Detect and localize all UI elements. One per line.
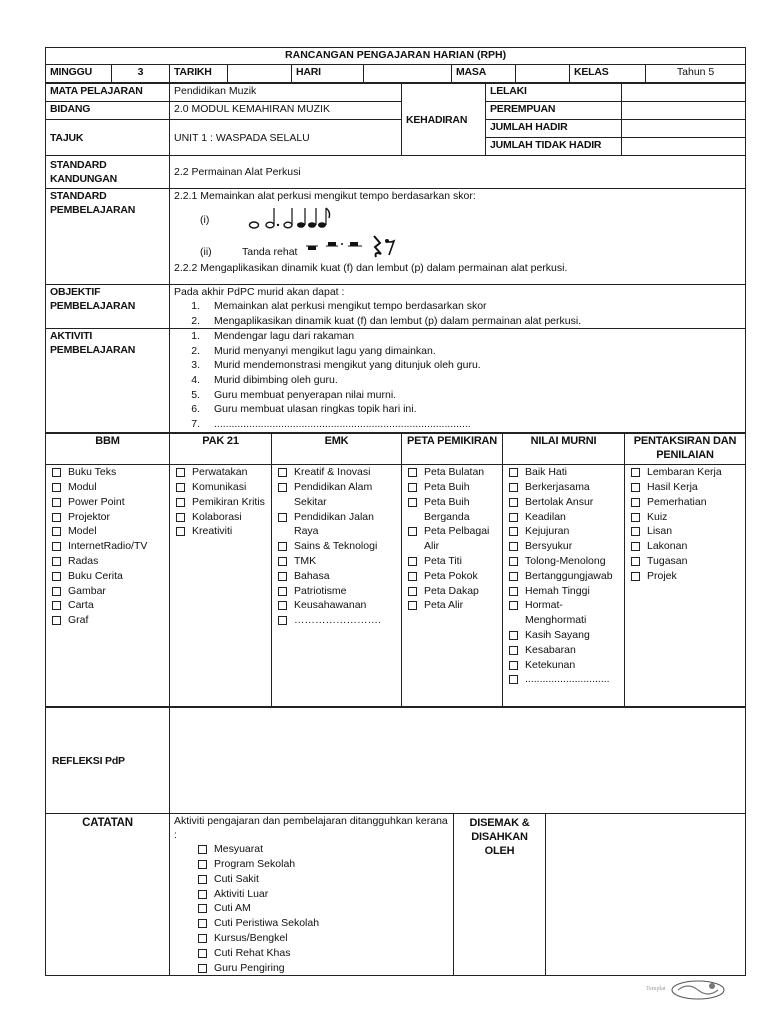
kehadiran-label: KEHADIRAN (402, 84, 486, 156)
checkbox-icon[interactable] (408, 468, 417, 477)
checkbox-icon[interactable] (176, 468, 185, 477)
bbm-label: Graf (68, 614, 89, 627)
checkbox-icon[interactable] (52, 513, 61, 522)
pentaksiran-item[interactable] (629, 539, 741, 554)
checkbox-icon[interactable] (408, 498, 417, 507)
bbm-list (50, 465, 165, 628)
bbm-label: Modul (68, 480, 97, 493)
form-title: RANCANGAN PENGAJARAN HARIAN (RPH) (46, 48, 746, 65)
checkbox-icon[interactable] (278, 468, 287, 477)
peta-label: Peta Bulatan (424, 466, 485, 479)
checkbox-icon[interactable] (198, 890, 207, 899)
peta-label: Peta Titi (424, 554, 462, 567)
checkbox-icon[interactable] (408, 587, 417, 596)
checkbox-icon[interactable] (509, 557, 518, 566)
checkbox-icon[interactable] (198, 949, 207, 958)
checklist-table (45, 433, 746, 707)
perempuan-value[interactable] (622, 102, 746, 120)
nilai-label: Hemah Tinggi (525, 584, 590, 597)
catatan-label: Cuti Peristiwa Sekolah (214, 917, 320, 930)
minggu-label: MINGGU (46, 65, 112, 83)
pentaksiran-label: Pemerhatian (647, 495, 707, 508)
bbm-header: BBM (46, 434, 170, 465)
catatan-item[interactable] (196, 946, 449, 961)
bbm-label: Buku Teks (68, 466, 117, 479)
emk-header: EMK (272, 434, 402, 465)
nilai-item[interactable] (507, 658, 620, 673)
nilai-label: Hormat-Menghormati (525, 599, 587, 627)
objektif-item: 1. Memainkan alat perkusi mengikut tempo berdasarkan skor (191, 300, 487, 312)
hari-label: HARI (292, 65, 364, 83)
kelas-label: KELAS (570, 65, 646, 83)
pentaksiran-label: Hasil Kerja (647, 480, 698, 493)
bbm-item[interactable] (50, 569, 165, 584)
stamp-icon (668, 978, 728, 1002)
checkbox-icon[interactable] (52, 587, 61, 596)
checkbox-icon[interactable] (52, 483, 61, 492)
details-table (45, 83, 746, 433)
nilai-label: Tolong-Menolong (525, 554, 606, 567)
masa-label: MASA (452, 65, 516, 83)
peta-item[interactable] (406, 495, 498, 525)
sp-line-2: 2.2.2 Mengaplikasikan dinamik kuat (f) dan lembut (p) dalam permainan alat perkusi. (174, 262, 568, 274)
bbm-item[interactable] (50, 480, 165, 495)
standard-kandungan-label (46, 156, 170, 189)
nilai-item[interactable] (507, 495, 620, 510)
checkbox-icon[interactable] (52, 527, 61, 536)
bbm-item[interactable] (50, 539, 165, 554)
pentaksiran-label: Projek (647, 569, 677, 582)
nilai-item[interactable] (507, 465, 620, 480)
checkbox-icon[interactable] (509, 675, 518, 684)
aktiviti-item: 3. Murid mendemonstrasi mengikut yang ditunjuk oleh guru. (191, 359, 481, 372)
nilai-item[interactable] (507, 628, 620, 643)
pentaksiran-list (629, 465, 741, 583)
aktiviti-item: 1. Mendengar lagu dari rakaman (191, 330, 355, 343)
checkbox-icon[interactable] (52, 468, 61, 477)
peta-label: Peta Buih (424, 480, 470, 493)
kelas-value[interactable]: Tahun 5 (646, 65, 746, 83)
minggu-value[interactable]: 3 (112, 65, 170, 83)
nilai-item[interactable] (507, 569, 620, 584)
emk-label: Bahasa (294, 569, 330, 582)
checkbox-icon[interactable] (509, 498, 518, 507)
checkbox-icon[interactable] (52, 557, 61, 566)
pak21-item[interactable] (174, 480, 267, 495)
pentaksiran-label: Lembaran Kerja (647, 466, 722, 479)
catatan-item[interactable] (196, 916, 449, 931)
nilai-item[interactable] (507, 554, 620, 569)
catatan-label: Program Sekolah (214, 857, 296, 870)
peta-label: Peta Pokok (424, 569, 478, 582)
nilai-label: Baik Hati (525, 466, 568, 479)
objektif-label-2: PEMBELAJARAN (50, 300, 136, 312)
catatan-item[interactable] (196, 887, 449, 902)
bbm-item[interactable] (50, 598, 165, 613)
bbm-item[interactable] (50, 554, 165, 569)
emk-label: Patriotisme (294, 584, 347, 597)
nilai-murni-header: NILAI MURNI (503, 434, 625, 465)
peta-item[interactable] (406, 480, 498, 495)
nilai-label: Kesabaran (525, 643, 576, 656)
checkbox-icon[interactable] (198, 875, 207, 884)
pentaksiran-item[interactable] (629, 554, 741, 569)
nilai-item[interactable] (507, 524, 620, 539)
nilai-label: Bertolak Ansur (525, 495, 594, 508)
checkbox-icon[interactable] (176, 483, 185, 492)
bbm-item[interactable] (50, 465, 165, 480)
nilai-label: Bersyukur (525, 540, 573, 553)
checkbox-icon[interactable] (509, 542, 518, 551)
jumlah-tidak-hadir-value[interactable] (622, 138, 746, 156)
sp-item-ii: (ii) (200, 246, 212, 258)
aktiviti-item: 7. ........................................................................................ (191, 417, 471, 430)
pak21-header: PAK 21 (170, 434, 272, 465)
tarikh-value[interactable] (228, 65, 292, 83)
bbm-item[interactable] (50, 613, 165, 628)
checkbox-icon[interactable] (631, 498, 640, 507)
lelaki-value[interactable] (622, 84, 746, 102)
nilai-list (507, 465, 620, 687)
emk-item[interactable] (276, 554, 397, 569)
standard-pembelajaran-label-1: STANDARD (50, 190, 107, 202)
pentaksiran-label: Lakonan (647, 540, 688, 553)
catatan-intro: Aktiviti pengajaran dan pembelajaran ditangguhkan kerana : (174, 815, 448, 842)
rest-symbols-icon (304, 233, 408, 259)
pak21-item[interactable] (174, 465, 267, 480)
emk-label: TMK (294, 554, 317, 567)
checkbox-icon[interactable] (198, 904, 207, 913)
checkbox-icon[interactable] (631, 572, 640, 581)
aktiviti-item: 2. Murid menyanyi mengikut lagu yang dimainkan. (191, 344, 436, 357)
peta-list (406, 465, 498, 613)
objektif-value[interactable] (170, 285, 746, 329)
emk-label: Sains & Teknologi (294, 540, 378, 553)
bbm-label: Carta (68, 599, 94, 612)
nilai-label: ............................. (525, 673, 610, 686)
masa-value[interactable] (516, 65, 570, 83)
peta-list-cell (402, 465, 503, 707)
pentaksiran-item[interactable] (629, 510, 741, 525)
catatan-item[interactable] (196, 857, 449, 872)
checkbox-icon[interactable] (408, 601, 417, 610)
footer-table (45, 707, 746, 976)
peta-label: Peta Dakap (424, 584, 479, 597)
checkbox-icon[interactable] (176, 527, 185, 536)
checkbox-icon[interactable] (408, 527, 417, 536)
emk-item[interactable] (276, 480, 397, 510)
pentaksiran-item[interactable] (629, 524, 741, 539)
catatan-label: CATATAN (46, 814, 170, 976)
music-notes-icon (248, 203, 332, 233)
pak21-label: Perwatakan (192, 466, 248, 479)
checkbox-icon[interactable] (631, 468, 640, 477)
pak21-label: Kreativiti (192, 525, 233, 538)
catatan-label: Aktiviti Luar (214, 887, 269, 900)
objektif-intro: Pada akhir PdPC murid akan dapat : (174, 286, 345, 298)
standard-pembelajaran-label (46, 189, 170, 285)
checkbox-icon[interactable] (198, 860, 207, 869)
bbm-label: Power Point (68, 495, 125, 508)
pak21-label: Kolaborasi (192, 510, 242, 523)
emk-item[interactable] (276, 613, 397, 628)
nilai-label: Ketekunan (525, 658, 576, 671)
jumlah-hadir-value[interactable] (622, 120, 746, 138)
checkbox-icon[interactable] (509, 483, 518, 492)
objektif-item: 2. Mengaplikasikan dinamik kuat (f) dan lembut (p) dalam permainan alat perkusi. (191, 314, 582, 327)
checkbox-icon[interactable] (631, 542, 640, 551)
peta-pemikiran-header: PETA PEMIKIRAN (402, 434, 503, 465)
checkbox-icon[interactable] (198, 845, 207, 854)
refleksi-label: REFLEKSI PdP (46, 708, 170, 814)
emk-label: Keusahawanan (294, 599, 367, 612)
tarikh-label: TARIKH (170, 65, 228, 83)
bbm-label: Radas (68, 554, 99, 567)
sp-item-i: (i) (200, 214, 210, 226)
checkbox-icon[interactable] (176, 513, 185, 522)
nilai-label: Keadilan (525, 510, 566, 523)
standard-kandungan-label-1: STANDARD (50, 159, 107, 171)
emk-item[interactable] (276, 598, 397, 613)
catatan-item[interactable] (196, 931, 449, 946)
peta-item[interactable] (406, 465, 498, 480)
checkbox-icon[interactable] (509, 468, 518, 477)
pentaksiran-item[interactable] (629, 465, 741, 480)
emk-item[interactable] (276, 584, 397, 599)
pentaksiran-label: Lisan (647, 525, 673, 538)
nilai-label: Bertanggungjawab (525, 569, 613, 582)
checkbox-icon[interactable] (509, 513, 518, 522)
pentaksiran-header: PENTAKSIRAN DAN PENILAIAN (625, 434, 746, 465)
nilai-item[interactable] (507, 643, 620, 658)
nilai-item[interactable] (507, 539, 620, 554)
pentaksiran-item[interactable] (629, 480, 741, 495)
catatan-label: Cuti AM (214, 902, 251, 915)
bbm-label: Model (68, 525, 97, 538)
aktiviti-item: 6. Guru membuat ulasan ringkas topik hari ini. (191, 403, 417, 416)
pentaksiran-item[interactable] (629, 495, 741, 510)
nilai-label: Kasih Sayang (525, 628, 590, 641)
emk-label: Kreatif & Inovasi (294, 466, 371, 479)
jumlah-tidak-hadir-label: JUMLAH TIDAK HADIR (486, 138, 622, 156)
emk-item[interactable] (276, 569, 397, 584)
peta-item[interactable] (406, 569, 498, 584)
checkbox-icon[interactable] (198, 934, 207, 943)
checkbox-icon[interactable] (278, 587, 287, 596)
rph-table (45, 47, 746, 83)
checkbox-icon[interactable] (278, 557, 287, 566)
bbm-label: Projektor (68, 510, 111, 523)
checkbox-icon[interactable] (278, 542, 287, 551)
checkbox-icon[interactable] (509, 572, 518, 581)
perempuan-label: PEREMPUAN (486, 102, 622, 120)
peta-item[interactable] (406, 554, 498, 569)
nilai-item[interactable] (507, 672, 620, 687)
catatan-item[interactable] (196, 872, 449, 887)
sp-line-1: 2.2.1 Memainkan alat perkusi mengikut tempo berdasarkan skor: (174, 190, 476, 202)
peta-item[interactable] (406, 524, 498, 554)
pentaksiran-label: Tugasan (647, 554, 688, 567)
checkbox-icon[interactable] (278, 601, 287, 610)
nilai-item[interactable] (507, 480, 620, 495)
peta-label: Peta Pelbagai Alir (424, 525, 490, 553)
aktiviti-item: 5. Guru membuat penyerapan nilai murni. (191, 388, 397, 401)
catatan-label: Cuti Sakit (214, 872, 259, 885)
pentaksiran-label: Kuiz (647, 510, 668, 523)
checkbox-icon[interactable] (509, 527, 518, 536)
bbm-label: InternetRadio/TV (68, 540, 148, 553)
tajuk-value[interactable]: UNIT 1 : WASPADA SELALU (170, 120, 402, 156)
bbm-label: Buku Cerita (68, 569, 123, 582)
aktiviti-value[interactable] (170, 329, 746, 433)
checkbox-icon[interactable] (176, 498, 185, 507)
checkbox-icon[interactable] (509, 601, 518, 610)
catatan-label: Guru Pengiring (214, 961, 285, 974)
catatan-label: Mesyuarat (214, 843, 264, 856)
peta-item[interactable] (406, 584, 498, 599)
bbm-item[interactable] (50, 584, 165, 599)
checkbox-icon[interactable] (52, 601, 61, 610)
tajuk-label: TAJUK (46, 120, 170, 156)
emk-item[interactable] (276, 510, 397, 540)
catatan-item[interactable] (196, 901, 449, 916)
standard-pembelajaran-label-2: PEMBELAJARAN (50, 204, 136, 216)
disemak-label: DISEMAK & DISAHKAN OLEH (454, 814, 546, 976)
objektif-label (46, 285, 170, 329)
checkbox-icon[interactable] (278, 616, 287, 625)
rph-form (45, 47, 745, 976)
objektif-label-1: OBJEKTIF (50, 286, 101, 298)
bbm-item[interactable] (50, 510, 165, 525)
nilai-list-cell (503, 465, 625, 707)
checkbox-icon[interactable] (408, 572, 417, 581)
standard-pembelajaran-value[interactable] (170, 189, 746, 285)
pak21-item[interactable] (174, 495, 267, 510)
bidang-value[interactable]: 2.0 MODUL KEMAHIRAN MUZIK (170, 102, 402, 120)
pak21-label: Komunikasi (192, 480, 247, 493)
emk-item[interactable] (276, 539, 397, 554)
checkbox-icon[interactable] (509, 587, 518, 596)
checkbox-icon[interactable] (198, 919, 207, 928)
aktiviti-label-2: PEMBELAJARAN (50, 344, 136, 357)
sp-tanda-rehat: Tanda rehat (242, 246, 298, 258)
catatan-item[interactable] (196, 961, 449, 976)
checkbox-icon[interactable] (278, 572, 287, 581)
checkbox-icon[interactable] (52, 542, 61, 551)
checkbox-icon[interactable] (408, 483, 417, 492)
pak21-item[interactable] (174, 524, 267, 539)
checkbox-icon[interactable] (631, 483, 640, 492)
emk-list-cell (272, 465, 402, 707)
emk-label: Pendidikan Alam Sekitar (294, 480, 373, 508)
nilai-item[interactable] (507, 510, 620, 525)
pak21-item[interactable] (174, 510, 267, 525)
pak21-list-cell (170, 465, 272, 707)
aktiviti-label-1: AKTIVITI (50, 330, 93, 343)
pak21-label: Pemikiran Kritis (192, 495, 265, 508)
bidang-label: BIDANG (46, 102, 170, 120)
stamp-text: Templat (646, 986, 666, 992)
standard-kandungan-value[interactable]: 2.2 Permainan Alat Perkusi (170, 156, 746, 189)
catatan-label: Kursus/Bengkel (214, 931, 288, 944)
hari-value[interactable] (364, 65, 452, 83)
jumlah-hadir-label: JUMLAH HADIR (486, 120, 622, 138)
checkbox-icon[interactable] (631, 557, 640, 566)
nilai-label: Kejujuran (525, 525, 570, 538)
mata-pelajaran-label: MATA PELAJARAN (46, 84, 170, 102)
aktiviti-item: 4. Murid dibimbing oleh guru. (191, 373, 338, 386)
mata-pelajaran-value[interactable]: Pendidikan Muzik (170, 84, 402, 102)
checkbox-icon[interactable] (631, 527, 640, 536)
emk-list (276, 465, 397, 628)
checkbox-icon[interactable] (509, 646, 518, 655)
refleksi-value[interactable] (170, 708, 746, 814)
catatan-item[interactable] (196, 842, 449, 857)
standard-kandungan-label-2: KANDUNGAN (50, 173, 118, 185)
checkbox-icon[interactable] (408, 557, 417, 566)
checkbox-icon[interactable] (278, 483, 287, 492)
nilai-label: Berkerjasama (525, 480, 590, 493)
catatan-label: Cuti Rehat Khas (214, 946, 291, 959)
bbm-list-cell (46, 465, 170, 707)
pentaksiran-item[interactable] (629, 569, 741, 584)
emk-label: Pendidikan Jalan Raya (294, 510, 374, 538)
checkbox-icon[interactable] (52, 498, 61, 507)
template-stamp-logo (646, 978, 728, 1002)
checkbox-icon[interactable] (631, 513, 640, 522)
checkbox-icon[interactable] (278, 513, 287, 522)
checkbox-icon[interactable] (509, 661, 518, 670)
bbm-item[interactable] (50, 524, 165, 539)
bbm-label: Gambar (68, 584, 106, 597)
catatan-value (170, 814, 454, 976)
pentaksiran-list-cell (625, 465, 746, 707)
emk-item[interactable] (276, 465, 397, 480)
checkbox-icon[interactable] (52, 572, 61, 581)
nilai-item[interactable] (507, 584, 620, 599)
pak21-list (174, 465, 267, 539)
nilai-item[interactable] (507, 598, 620, 628)
disemak-value[interactable] (546, 814, 746, 976)
lelaki-label: LELAKI (486, 84, 622, 102)
catatan-list (196, 842, 449, 975)
bbm-item[interactable] (50, 495, 165, 510)
checkbox-icon[interactable] (198, 964, 207, 973)
peta-label: Peta Alir (424, 599, 464, 612)
peta-label: Peta Buih Berganda (424, 495, 470, 523)
checkbox-icon[interactable] (52, 616, 61, 625)
checkbox-icon[interactable] (509, 631, 518, 640)
peta-item[interactable] (406, 598, 498, 613)
emk-label: ……………………. (294, 614, 381, 627)
aktiviti-label (46, 329, 170, 433)
